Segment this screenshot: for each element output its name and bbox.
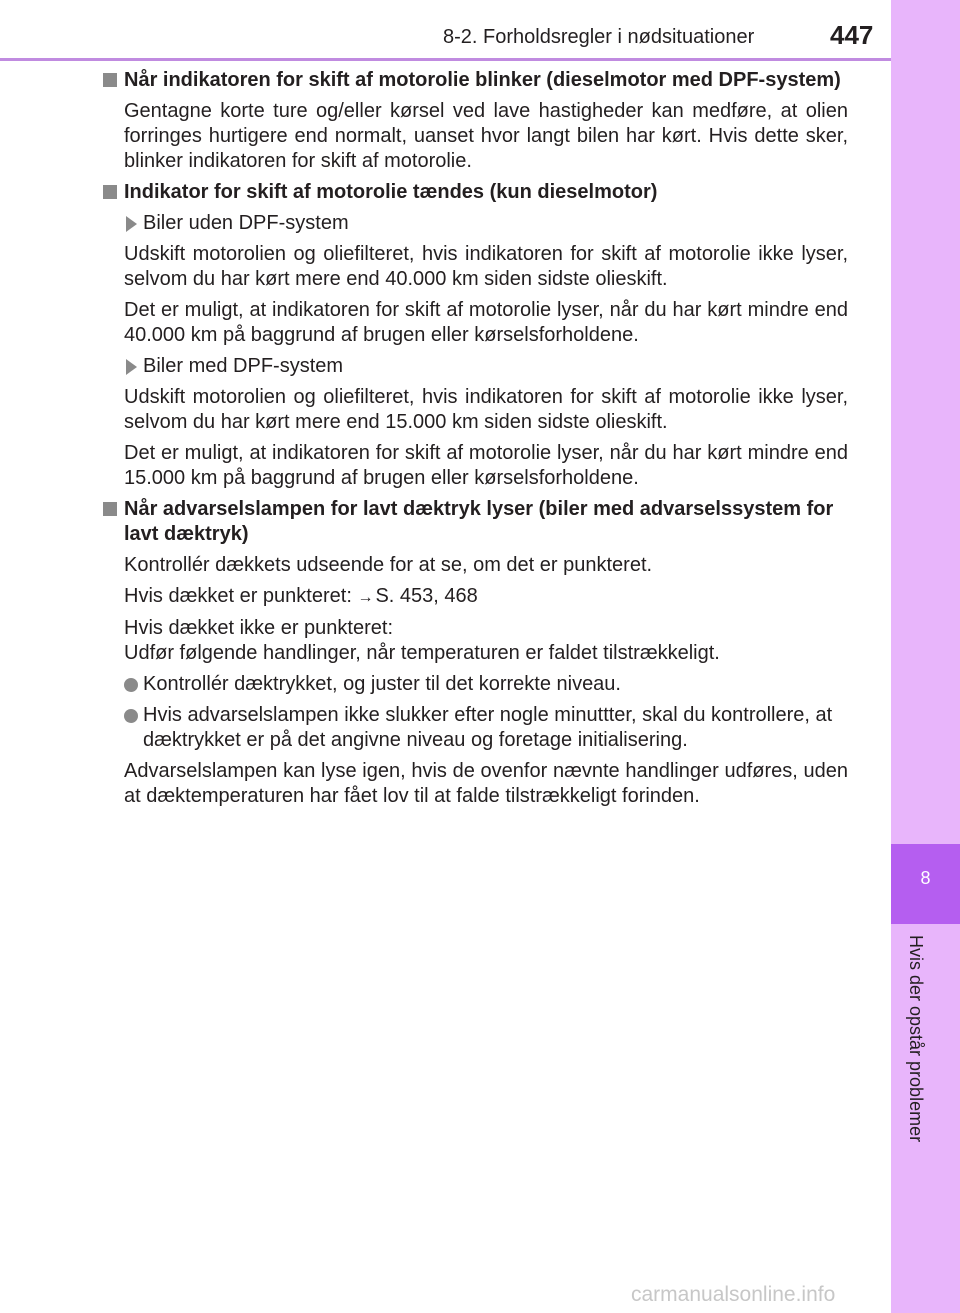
heading-text: Når indikatoren for skift af motorolie blinker (dieselmotor med DPF-system) (124, 69, 841, 91)
list-item-text: Kontrollér dæktrykket, og juster til det korrekte niveau. (143, 673, 621, 695)
sub-heading-text: Biler uden DPF-system (143, 212, 349, 234)
list-item-text: Hvis advarselslampen ikke slukker efter nogle minuttter, skal du kontrollere, at dæktrykket er på det angivne niveau og foretage initialisering. (143, 704, 833, 751)
chapter-number: 8 (920, 868, 931, 888)
sub-heading (124, 354, 848, 379)
reference-prefix: Hvis dækket er punkteret: (124, 585, 358, 607)
heading-text: Indikator for skift af motorolie tændes (kun dieselmotor) (124, 181, 658, 203)
circle-bullet-icon (124, 678, 138, 692)
paragraph: Kontrollér dækkets udseende for at se, om det er punkteret. (124, 554, 653, 576)
paragraph: Udskift motorolien og oliefilteret, hvis indikatoren for skift af motorolie ikke lyser, selvom du har kørt mere end 15.000 km siden sidste olieskift. (124, 386, 848, 433)
paragraph-line: Udfør følgende handlinger, når temperaturen er faldet tilstrækkeligt. (124, 642, 720, 664)
page-content (103, 68, 848, 815)
sub-heading (124, 211, 848, 236)
list-item (124, 672, 848, 697)
paragraph: Advarselslampen kan lyse igen, hvis de ovenfor nævnte handlinger udføres, uden at dæktemperaturen har fået lov til at falde tilstrækkeligt forinden. (124, 760, 848, 807)
chapter-title: Hvis der opstår problemer (906, 935, 926, 1143)
page-reference-link[interactable]: S. 453, 468 (375, 585, 478, 607)
square-bullet-icon (103, 185, 117, 199)
paragraph: Det er muligt, at indikatoren for skift af motorolie lyser, når du har kørt mindre end 15.000 km på baggrund af brugen eller kørselsforholdene. (124, 442, 848, 489)
section-title: 8-2. Forholdsregler i nødsituationer (443, 26, 755, 48)
heading-text: Når advarselslampen for lavt dæktryk lyser (biler med advarselssystem for lavt dæktryk) (124, 498, 834, 545)
paragraph-with-reference (124, 584, 848, 610)
header-divider (0, 58, 891, 61)
section-heading (103, 497, 848, 547)
section-heading (103, 68, 848, 93)
sub-heading-text: Biler med DPF-system (143, 355, 344, 377)
list-item (124, 703, 848, 753)
circle-bullet-icon (124, 709, 138, 723)
paragraph: Gentagne korte ture og/eller kørsel ved lave hastigheder kan medføre, at olien forringes hurtigere end normalt, uanset hvor langt bilen har kørt. Hvis dette sker, blinker indikatoren for skift af motorolie. (124, 100, 848, 172)
paragraph: Det er muligt, at indikatoren for skift af motorolie lyser, når du har kørt mindre end 40.000 km på baggrund af brugen eller kørselsforholdene. (124, 299, 848, 346)
paragraph-line: Hvis dækket ikke er punkteret: (124, 617, 393, 639)
arrow-right-icon: → (357, 589, 374, 606)
chapter-number-tab (891, 844, 960, 924)
square-bullet-icon (103, 73, 117, 87)
triangle-bullet-icon (126, 216, 137, 232)
page-number: 447 (830, 20, 874, 50)
section-heading (103, 180, 848, 205)
paragraph: Udskift motorolien og oliefilteret, hvis indikatoren for skift af motorolie ikke lyser, selvom du har kørt mere end 40.000 km siden sidste olieskift. (124, 243, 848, 290)
square-bullet-icon (103, 502, 117, 516)
triangle-bullet-icon (126, 359, 137, 375)
paragraph (124, 616, 848, 666)
watermark: carmanualsonline.info (631, 1283, 836, 1306)
